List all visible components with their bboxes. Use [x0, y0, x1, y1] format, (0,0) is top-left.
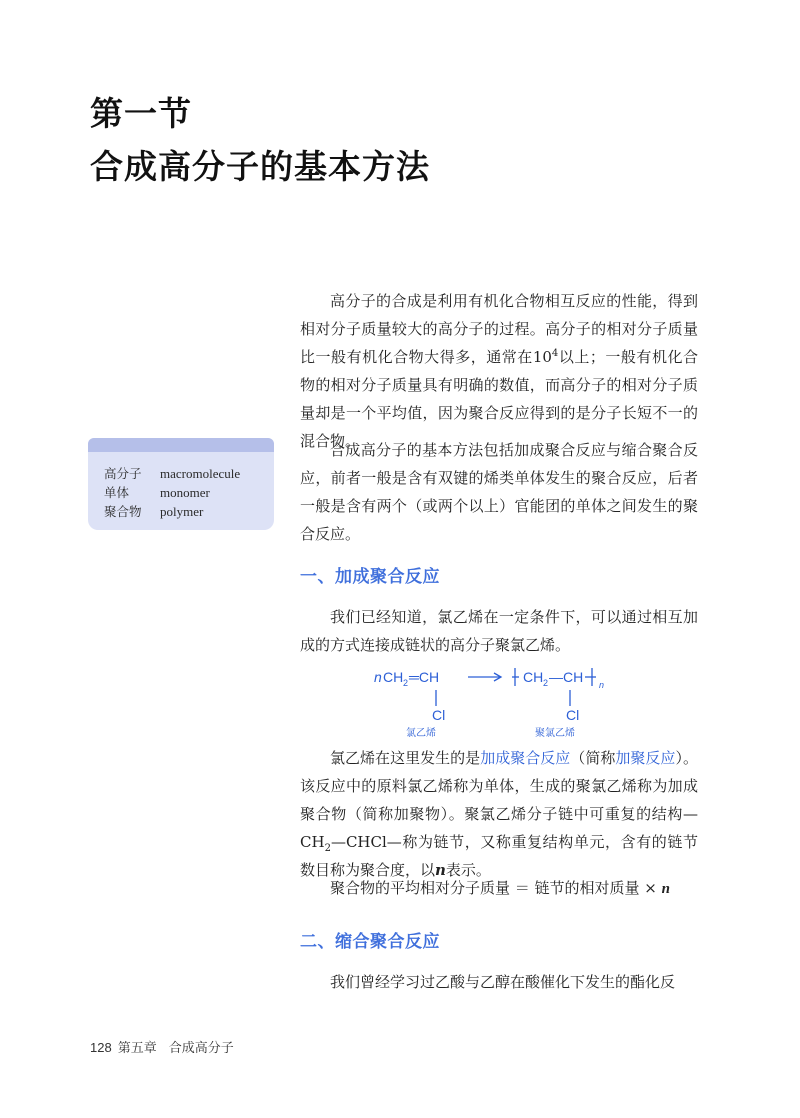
- glossary-term-en: monomer: [159, 485, 210, 500]
- glossary-header-bar: [88, 438, 274, 452]
- p1-text-b: 以上；一般有机化合物的相对分子质量具有明确的数值，而高分子的相对分子质量却是一个平均值，因为聚合反应得到的是分子长短不一的混合物。: [300, 348, 698, 450]
- glossary-term-zh: 聚合物: [104, 504, 142, 519]
- p4-text-a: 氯乙烯在这里发生的是: [330, 749, 481, 767]
- chapter-title: 合成高分子: [168, 1041, 234, 1056]
- eq-polymer-ch: —CH: [549, 669, 584, 685]
- p4-text-b: （简称: [570, 749, 616, 767]
- term-addition-polymerization: 加成聚合反应: [480, 749, 571, 767]
- section-number-title: 第一节: [90, 94, 192, 133]
- eq-polymer-cl: Cl: [566, 707, 580, 723]
- eq-label-monomer: 氯乙烯: [406, 728, 436, 739]
- condensation-intro-paragraph: [300, 968, 698, 996]
- section-heading-addition-polymerization: 一、加成聚合反应: [300, 567, 440, 587]
- glossary-item: [104, 483, 210, 501]
- pvc-polymerization-equation: [370, 664, 640, 740]
- p4-symbol-n: n: [435, 861, 446, 879]
- term-addition-reaction: 加聚反应: [615, 749, 676, 767]
- chapter-label: 第五章: [117, 1041, 157, 1056]
- glossary-term-en: macromolecule: [159, 466, 241, 481]
- intro-paragraph-2: [300, 436, 698, 548]
- page-number: 128: [90, 1040, 112, 1055]
- glossary-item: [104, 464, 240, 482]
- eq-polymer-sub: 2: [543, 678, 549, 688]
- addition-intro-paragraph: [300, 603, 698, 659]
- p2-text: 合成高分子的基本方法包括加成聚合反应与缩合聚合反应，前者一般是含有双键的烯类单体发生的聚合反应，后者一般是含有两个（或两个以上）官能团的单体之间发生的聚合反应。: [300, 441, 698, 543]
- p1-exponent: 4: [551, 348, 559, 359]
- p4-text-e: 表示。: [445, 861, 491, 879]
- p1-text-a: 高分子的合成是利用有机化合物相互反应的性能，得到相对分子质量较大的高分子的过程。高分子的相对分子质量比一般有机化合物大得多，通常在10: [300, 292, 698, 366]
- p4-text-c: ）。该反应中的原料氯乙烯称为单体，生成的聚氯乙烯称为加成聚合物（简称加聚物）。聚氯乙烯分子链中可重复的结构—CH: [300, 749, 698, 851]
- glossary-term-en: polymer: [159, 504, 204, 519]
- p4-subscript: 2: [324, 843, 331, 854]
- molar-mass-formula: [300, 874, 670, 903]
- intro-paragraph-1: [300, 287, 698, 455]
- eq-monomer-ch2: CH: [383, 669, 404, 685]
- eq-polymer-n: n: [599, 680, 605, 690]
- addition-explanation-paragraph: [300, 744, 698, 884]
- glossary-term-zh: 高分子: [104, 466, 142, 481]
- page-footer: [90, 1037, 234, 1056]
- eq-monomer-ch: ═CH: [409, 669, 440, 685]
- section-heading-condensation-polymerization: 二、缩合聚合反应: [300, 932, 440, 952]
- glossary-box: [88, 438, 274, 530]
- glossary-term-zh: 单体: [104, 485, 130, 500]
- formula-symbol-n: n: [661, 881, 670, 897]
- eq-coefficient: n: [374, 669, 382, 685]
- p5-text: 我们曾经学习过乙酸与乙醇在酸催化下发生的酯化反: [330, 973, 676, 991]
- glossary-item: [104, 502, 203, 520]
- eq-monomer-sub: 2: [403, 678, 409, 688]
- eq-monomer-cl: Cl: [432, 707, 446, 723]
- p3-text: 我们已经知道，氯乙烯在一定条件下，可以通过相互加成的方式连接成链状的高分子聚氯乙烯。: [300, 608, 698, 654]
- eq-label-polymer: 聚氯乙烯: [535, 728, 575, 739]
- formula-text: 聚合物的平均相对分子质量 ＝ 链节的相对质量 ×: [330, 879, 662, 897]
- p4-text-d: —CHCl—称为链节，又称重复结构单元，含有的链节数目称为聚合度，以: [300, 833, 698, 879]
- section-title: 合成高分子的基本方法: [90, 147, 430, 186]
- eq-polymer-ch2: CH: [523, 669, 544, 685]
